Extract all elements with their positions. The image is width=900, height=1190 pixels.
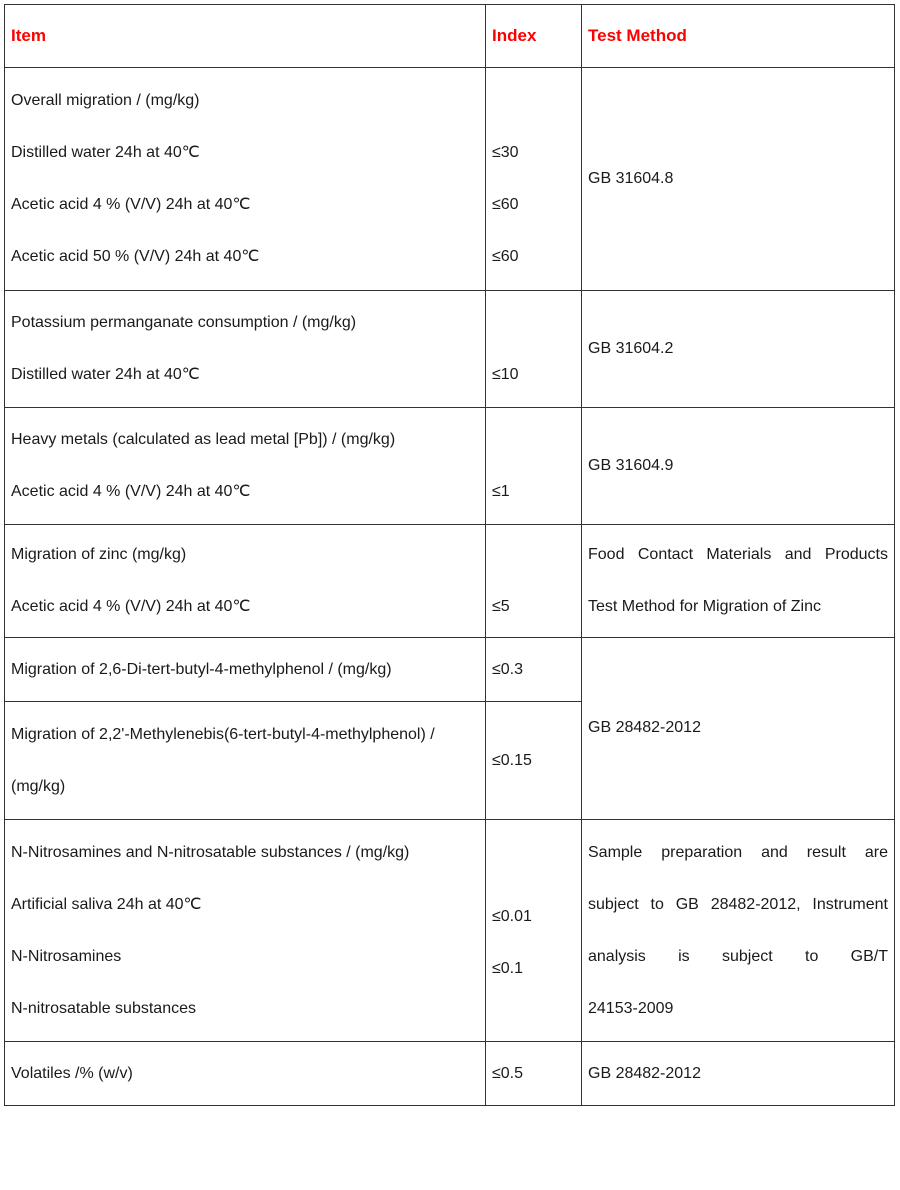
item-line: Distilled water 24h at 40℃ [11, 144, 200, 161]
item-line: Acetic acid 4 % (V/V) 24h at 40℃ [11, 598, 251, 615]
method-line: Test Method for Migration of Zinc [588, 598, 821, 615]
method-cell [582, 638, 895, 820]
index-cell [486, 638, 582, 702]
item-line: Volatiles /% (w/v) [11, 1064, 133, 1082]
table-row [5, 820, 895, 1042]
table-row [5, 525, 895, 638]
index-line: ≤0.1 [492, 959, 524, 977]
item-cell [5, 525, 486, 638]
index-line: ≤0.01 [492, 907, 532, 925]
item-line: Artificial saliva 24h at 40℃ [11, 895, 202, 913]
item-cell [5, 702, 486, 820]
method-line: subject to GB 28482-2012, Instrument [588, 895, 888, 913]
index-line: ≤60 [492, 248, 519, 265]
item-cell [5, 638, 486, 702]
index-line: ≤0.5 [492, 1064, 524, 1082]
method-cell [582, 1042, 895, 1106]
item-line: N-nitrosatable substances [11, 999, 196, 1017]
item-cell [5, 1042, 486, 1106]
header-test-method: Test Method [582, 5, 895, 68]
item-line: Heavy metals (calculated as lead metal [Pb]) / (mg/kg) [11, 431, 396, 448]
table-row [5, 68, 895, 291]
index-cell [486, 68, 582, 291]
method-line: GB 28482-2012 [588, 1064, 701, 1082]
index-cell [486, 1042, 582, 1106]
index-cell [486, 525, 582, 638]
index-cell [486, 702, 582, 820]
header-index: Index [486, 5, 582, 68]
method-cell [582, 820, 895, 1042]
method-line: GB 31604.2 [588, 340, 674, 357]
index-line: ≤30 [492, 144, 519, 161]
index-line: ≤0.3 [492, 660, 524, 678]
item-line: Acetic acid 50 % (V/V) 24h at 40℃ [11, 248, 260, 265]
method-line: GB 31604.9 [588, 457, 674, 474]
method-cell [582, 408, 895, 525]
method-line: GB 28482-2012 [588, 719, 701, 736]
method-cell [582, 525, 895, 638]
index-cell [486, 291, 582, 408]
item-cell [5, 291, 486, 408]
method-line: Sample preparation and result are [588, 843, 888, 861]
item-line: Distilled water 24h at 40℃ [11, 366, 200, 383]
item-line: Acetic acid 4 % (V/V) 24h at 40℃ [11, 483, 251, 500]
method-cell [582, 68, 895, 291]
specification-table [4, 4, 895, 1106]
item-line: Migration of zinc (mg/kg) [11, 546, 187, 563]
index-cell [486, 820, 582, 1042]
index-line: ≤5 [492, 598, 510, 615]
item-line: N-Nitrosamines and N-nitrosatable substances / (mg/kg) [11, 843, 410, 861]
method-line: analysis is subject to GB/T [588, 947, 888, 965]
item-line: Overall migration / (mg/kg) [11, 92, 200, 109]
table-row [5, 638, 895, 702]
item-line: (mg/kg) [11, 777, 66, 795]
index-cell [486, 408, 582, 525]
method-line: 24153-2009 [588, 999, 674, 1017]
table-header-row [5, 5, 895, 68]
header-item: Item [5, 5, 486, 68]
table-row [5, 408, 895, 525]
method-line: GB 31604.8 [588, 170, 674, 187]
item-cell [5, 408, 486, 525]
item-line: Migration of 2,6-Di-tert-butyl-4-methylphenol / (mg/kg) [11, 660, 392, 678]
index-line: ≤0.15 [492, 751, 532, 769]
table-row [5, 1042, 895, 1106]
item-line: Potassium permanganate consumption / (mg/kg) [11, 314, 357, 331]
table-row [5, 291, 895, 408]
item-cell [5, 820, 486, 1042]
item-line: Migration of 2,2'-Methylenebis(6-tert-butyl-4-methylphenol) / [11, 725, 435, 743]
method-line: Food Contact Materials and Products [588, 546, 888, 563]
item-line: N-Nitrosamines [11, 947, 122, 965]
item-line: Acetic acid 4 % (V/V) 24h at 40℃ [11, 196, 251, 213]
index-line: ≤60 [492, 196, 519, 213]
index-line: ≤1 [492, 483, 510, 500]
index-line: ≤10 [492, 366, 519, 383]
item-cell [5, 68, 486, 291]
method-cell [582, 291, 895, 408]
